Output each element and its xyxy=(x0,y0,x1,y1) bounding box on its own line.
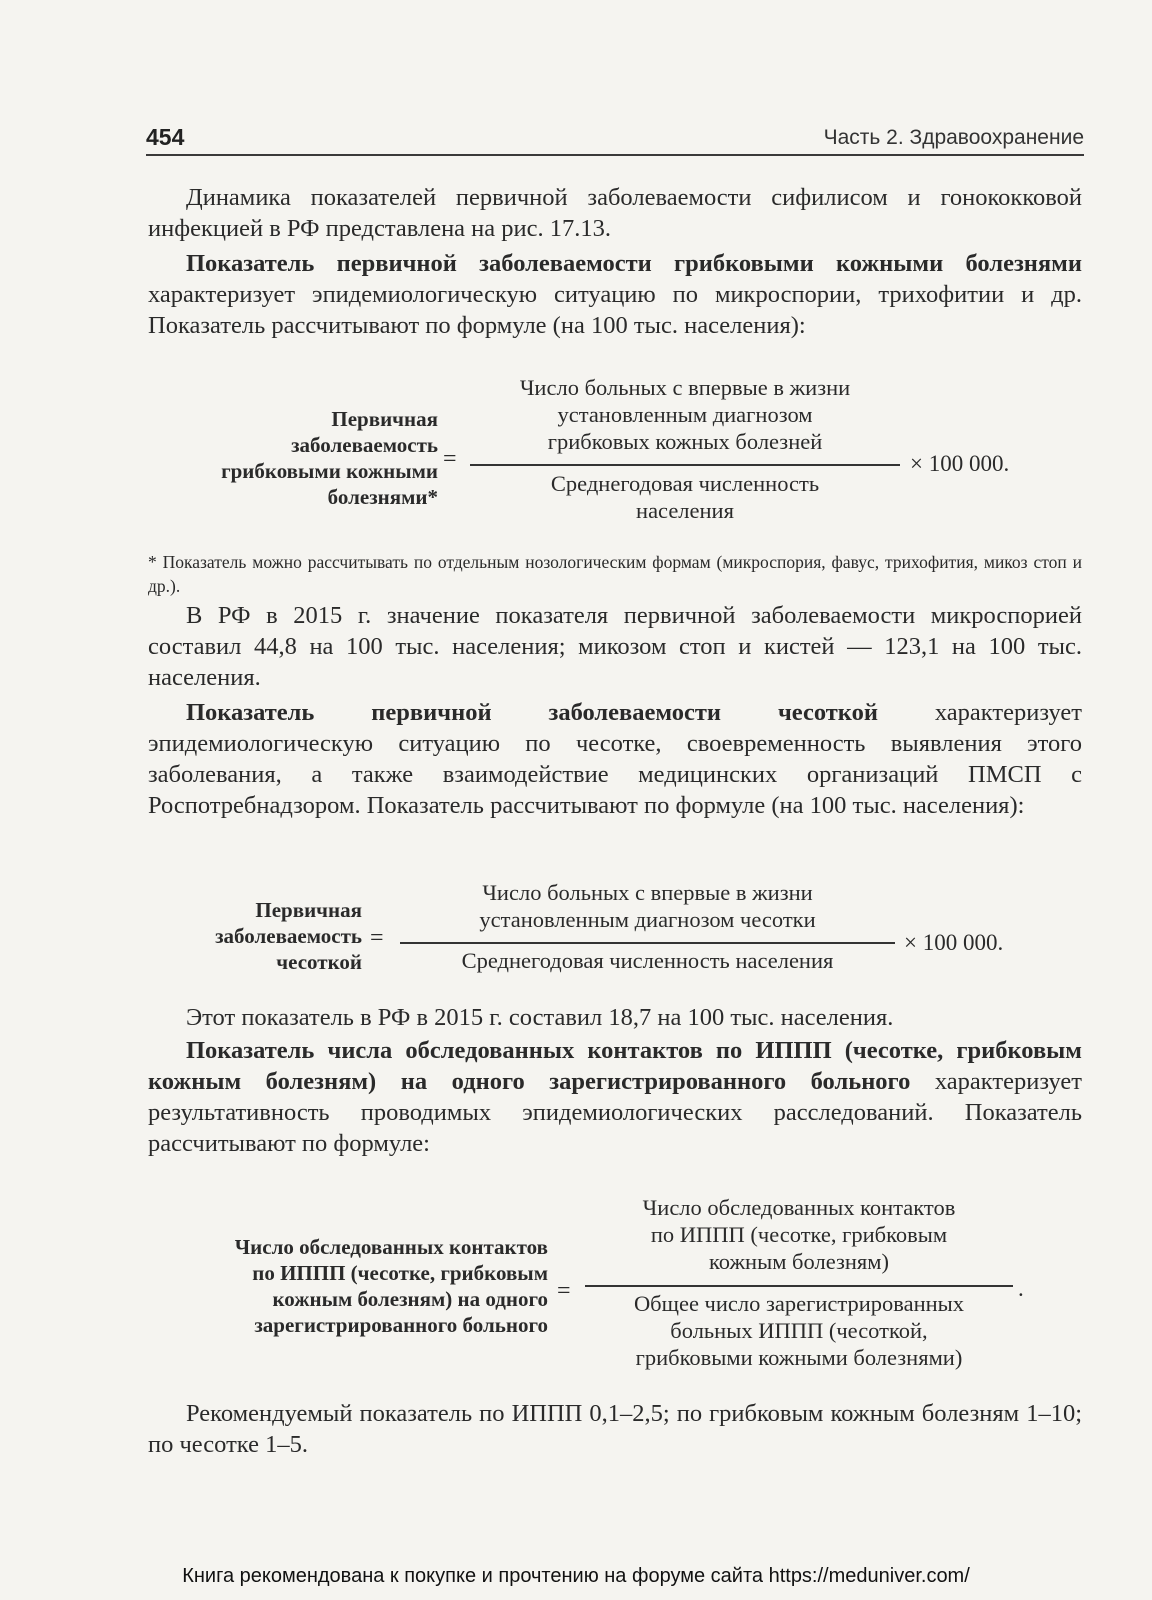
paragraph-text: В РФ в 2015 г. значение показателя первичной заболеваемости микроспорией составил 44,8 на 100 тыс. населения; микозом стоп и кистей — 123,1 на 100 тыс. населения. xyxy=(148,602,1082,691)
paragraph-text: характеризует эпидемиологическую ситуацию по чесотке, своевременность выявления этого заболевания, а также взаимодействие медицинских организаций ПМСП с Роспотребнадзором. Показатель рассчитывают по формуле (на 100 тыс. населения): xyxy=(148,699,1082,819)
fraction-bar xyxy=(400,942,895,944)
denominator-line: Среднегодовая численность xyxy=(550,471,820,496)
numerator-line: по ИППП (чесотке, грибковым xyxy=(650,1222,948,1247)
lhs-line: заболеваемость xyxy=(215,924,362,948)
numerator-line: установленным диагнозом xyxy=(557,402,813,427)
numerator-line: Число больных с впервые в жизни xyxy=(482,880,813,905)
formula-multiplier: . xyxy=(1018,1276,1024,1301)
paragraph-text: характеризует эпидемиологическую ситуацию по микроспории, трихофитии и др. Показатель рассчитывают по формуле (на 100 тыс. населения): xyxy=(148,281,1082,339)
running-head: Часть 2. Здравоохранение xyxy=(823,126,1084,149)
fraction-bar xyxy=(585,1285,1013,1287)
equals-sign: = xyxy=(557,1278,571,1304)
paragraph-fungal xyxy=(148,248,1082,341)
lhs-line: Число обследованных контактов xyxy=(234,1235,548,1259)
lhs-line: кожным болезням) на одного xyxy=(272,1287,548,1311)
formula-numerator xyxy=(400,879,895,933)
page-number: 454 xyxy=(146,124,185,150)
paragraph-contacts xyxy=(148,1035,1082,1159)
formula-denominator xyxy=(400,947,895,974)
lhs-line: Первичная xyxy=(255,898,362,922)
denominator-line: Среднегодовая численность населения xyxy=(461,948,834,973)
paragraph-stats xyxy=(148,600,1082,693)
lhs-line: Первичная xyxy=(331,407,438,431)
lhs-line: по ИППП (чесотке, грибковым xyxy=(252,1261,548,1285)
numerator-line: Число больных с впервые в жизни xyxy=(519,375,851,400)
lhs-line: грибковыми кожными xyxy=(221,459,438,483)
paragraph-intro xyxy=(148,182,1082,244)
footnote: * Показатель можно рассчитывать по отдельным нозологическим формам (микроспория, фавус, трихофития, микоз стоп и др.). xyxy=(148,552,1082,596)
term-bold: Показатель первичной заболеваемости чесоткой xyxy=(186,699,878,726)
paragraph-text: Этот показатель в РФ в 2015 г. составил 18,7 на 100 тыс. населения. xyxy=(186,1004,894,1031)
denominator-line: грибковыми кожными болезнями) xyxy=(635,1345,963,1370)
formula-numerator xyxy=(470,374,900,455)
formula-denominator xyxy=(470,470,900,524)
formula-numerator xyxy=(585,1194,1013,1275)
formula-lhs xyxy=(160,406,438,510)
lhs-line: болезнями* xyxy=(327,485,438,509)
paragraph-text: Рекомендуемый показатель по ИППП 0,1–2,5; по грибковым кожным болезням 1–10; по чесотке 1–5. xyxy=(148,1400,1082,1458)
formula-multiplier: × 100 000. xyxy=(910,451,1010,476)
equals-sign: = xyxy=(443,446,457,472)
numerator-line: установленным диагнозом чесотки xyxy=(479,907,816,932)
denominator-line: больных ИППП (чесоткой, xyxy=(670,1318,928,1343)
formula-denominator xyxy=(585,1290,1013,1371)
term-bold: Показатель числа обследованных контактов по ИППП (чесотке, грибковым кожным болезням) на одного зарегистрированного больного xyxy=(148,1037,1082,1095)
paragraph-scabies xyxy=(148,697,1082,821)
page-header xyxy=(146,124,1084,156)
formula-lhs xyxy=(160,897,362,975)
paragraph-result xyxy=(148,1002,1082,1033)
numerator-line: грибковых кожных болезней xyxy=(547,429,823,454)
numerator-line: Число обследованных контактов xyxy=(642,1195,956,1220)
lhs-line: чесоткой xyxy=(276,950,362,974)
formula-lhs xyxy=(150,1234,548,1338)
bottom-note: Книга рекомендована к покупке и прочтению на форуме сайта https://meduniver.com/ xyxy=(182,1565,970,1587)
lhs-line: заболеваемость xyxy=(291,433,438,457)
equals-sign: = xyxy=(370,925,384,951)
numerator-line: кожным болезням) xyxy=(709,1249,889,1274)
paragraph-text: характеризует результативность проводимых эпидемиологических расследований. Показатель рассчитывают по формуле: xyxy=(148,1068,1082,1157)
term-bold: Показатель первичной заболеваемости грибковыми кожными болезнями xyxy=(186,250,1082,277)
formula-multiplier: × 100 000. xyxy=(904,930,1004,955)
denominator-line: населения xyxy=(636,498,734,523)
paragraph-text: Динамика показателей первичной заболеваемости сифилисом и гонококковой инфекцией в РФ представлена на рис. 17.13. xyxy=(148,184,1082,242)
lhs-line: зарегистрированного больного xyxy=(254,1313,548,1337)
fraction-bar xyxy=(470,464,900,466)
paragraph-recommended xyxy=(148,1398,1082,1460)
denominator-line: Общее число зарегистрированных xyxy=(633,1291,965,1316)
